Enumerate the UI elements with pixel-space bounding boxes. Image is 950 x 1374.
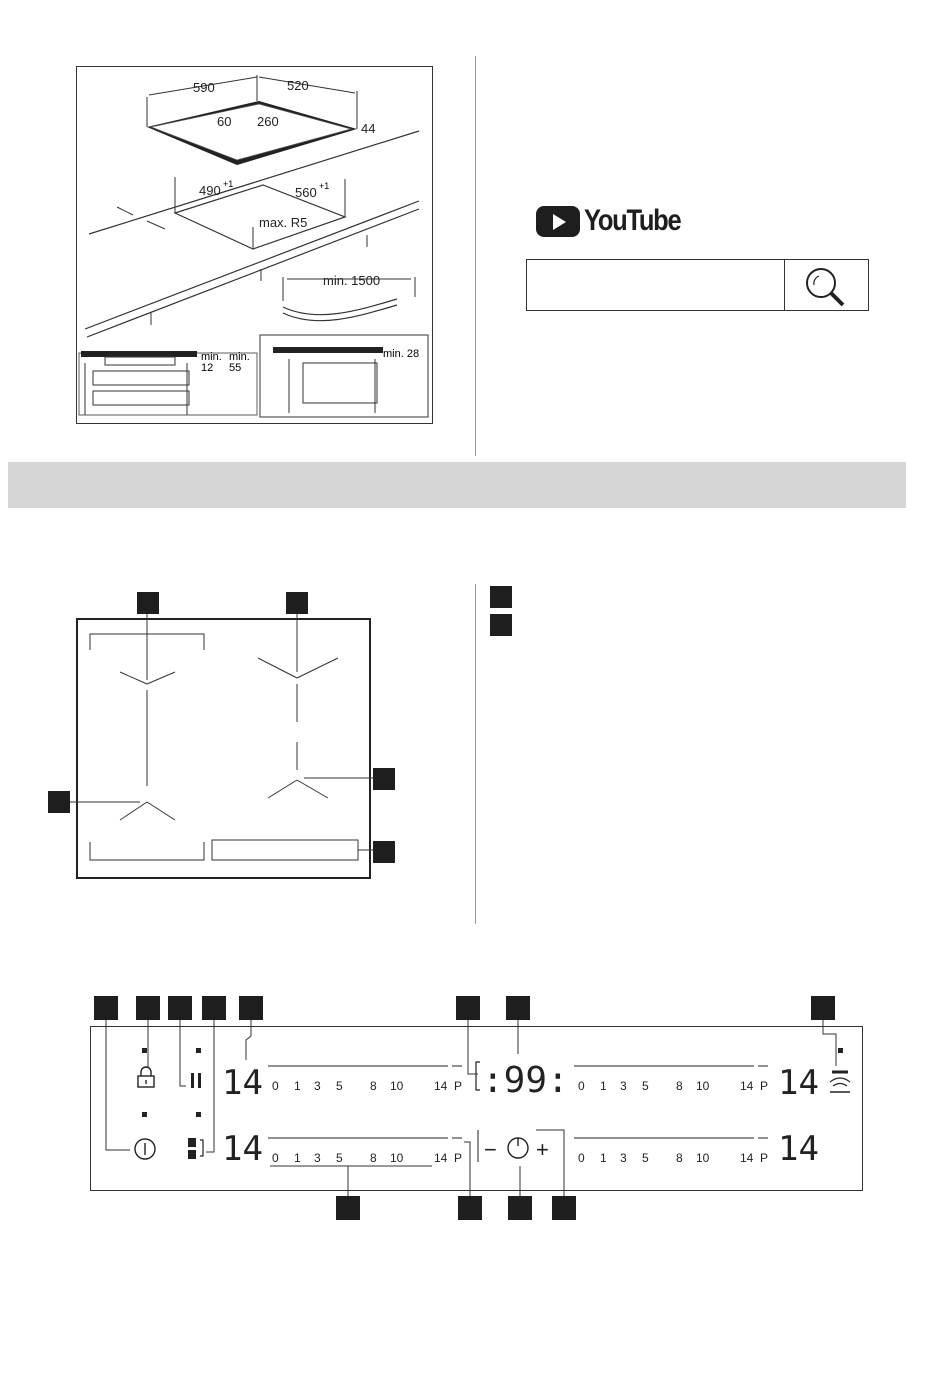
- scale-label: 10: [696, 1151, 710, 1165]
- side-min-value-a: 12: [201, 362, 214, 374]
- search-icon: [785, 260, 868, 310]
- scale-label: 1: [294, 1151, 301, 1165]
- scale-label: 5: [642, 1151, 649, 1165]
- dim-conn-b: 260: [257, 114, 279, 129]
- youtube-logo: [536, 204, 697, 238]
- callout-hob-2: [286, 592, 308, 614]
- column-divider-2: [475, 584, 476, 924]
- dim-width: 590: [193, 80, 215, 95]
- timer-display: :99:: [482, 1060, 569, 1101]
- dim-height: 44: [361, 121, 376, 136]
- scale-label: 8: [676, 1079, 683, 1093]
- scale-label: 14: [434, 1079, 448, 1093]
- bridge-icon[interactable]: [188, 1138, 203, 1159]
- timer-icon[interactable]: [508, 1138, 528, 1158]
- cable-length: min. 1500: [323, 273, 381, 288]
- scale-label: 0: [578, 1079, 585, 1093]
- power-icon[interactable]: [135, 1139, 155, 1159]
- hob2hood-icon[interactable]: [830, 1072, 850, 1092]
- callout-hob-4: [373, 768, 395, 790]
- scale-label: 14: [740, 1079, 754, 1093]
- corner-radius: max. R5: [259, 215, 308, 230]
- pause-icon[interactable]: [191, 1073, 201, 1088]
- cutout-width-tol: +1: [223, 179, 234, 189]
- scale-label: 0: [272, 1079, 279, 1093]
- scale-label: 5: [336, 1151, 343, 1165]
- oven-min: min. 28: [383, 348, 420, 360]
- youtube-play-icon: [536, 206, 580, 237]
- power-scale-rear-left[interactable]: [268, 1138, 462, 1165]
- scale-label: P: [760, 1151, 769, 1165]
- side-min-value-b: 55: [229, 362, 242, 374]
- scale-label: 1: [294, 1079, 301, 1093]
- youtube-search-box: [526, 259, 869, 311]
- scale-label: 8: [370, 1151, 377, 1165]
- scale-label: 3: [314, 1079, 321, 1093]
- scale-label: 5: [336, 1079, 343, 1093]
- timer-minus-button[interactable]: −: [484, 1137, 497, 1162]
- search-input[interactable]: [527, 260, 785, 310]
- scale-label: 5: [642, 1079, 649, 1093]
- scale-label: 3: [620, 1079, 627, 1093]
- dim-conn-a: 60: [217, 114, 232, 129]
- scale-label: 14: [434, 1151, 448, 1165]
- zone-display-front-left: 14: [222, 1063, 263, 1103]
- power-scale-rear-right[interactable]: [574, 1138, 768, 1165]
- search-button[interactable]: [785, 260, 868, 310]
- zone-display-front-right: 14: [778, 1063, 819, 1103]
- column-divider: [475, 56, 476, 456]
- scale-label: 1: [600, 1151, 607, 1165]
- section-banner: [8, 462, 906, 508]
- scale-label: 8: [676, 1151, 683, 1165]
- timer-plus-button[interactable]: +: [536, 1137, 549, 1162]
- scale-label: P: [760, 1079, 769, 1093]
- youtube-brand: YouTube: [584, 204, 681, 237]
- side-min-label-a: min.: [201, 351, 222, 363]
- scale-label: 10: [390, 1079, 404, 1093]
- callout-hob-3: [48, 791, 70, 813]
- scale-label: 0: [272, 1151, 279, 1165]
- scale-label: 0: [578, 1151, 585, 1165]
- side-min-label-b: min.: [229, 351, 250, 363]
- cutout-depth-tol: +1: [319, 181, 330, 191]
- scale-label: P: [454, 1151, 463, 1165]
- cutout-depth: 560: [295, 185, 317, 200]
- power-scale-front-right[interactable]: [574, 1066, 768, 1093]
- power-scale-front-left[interactable]: [268, 1066, 462, 1093]
- installation-svg: [77, 67, 432, 423]
- cutout-width: 490: [199, 183, 221, 198]
- callout-hob-5: [373, 841, 395, 863]
- scale-label: P: [454, 1079, 463, 1093]
- callout-hob-1: [137, 592, 159, 614]
- legend-square-2: [490, 614, 512, 636]
- scale-label: 3: [620, 1151, 627, 1165]
- legend-square-1: [490, 586, 512, 608]
- zone-display-rear-right: 14: [778, 1129, 819, 1169]
- hob-zones-svg: [0, 580, 470, 900]
- scale-label: 14: [740, 1151, 754, 1165]
- scale-label: 1: [600, 1079, 607, 1093]
- scale-label: 8: [370, 1079, 377, 1093]
- lock-icon[interactable]: [138, 1067, 154, 1087]
- zone-display-rear-left: 14: [222, 1129, 263, 1169]
- scale-label: 3: [314, 1151, 321, 1165]
- dim-depth: 520: [287, 78, 309, 93]
- scale-label: 10: [390, 1151, 404, 1165]
- control-panel-svg: [0, 990, 950, 1230]
- installation-drawing: [76, 66, 433, 424]
- scale-label: 10: [696, 1079, 710, 1093]
